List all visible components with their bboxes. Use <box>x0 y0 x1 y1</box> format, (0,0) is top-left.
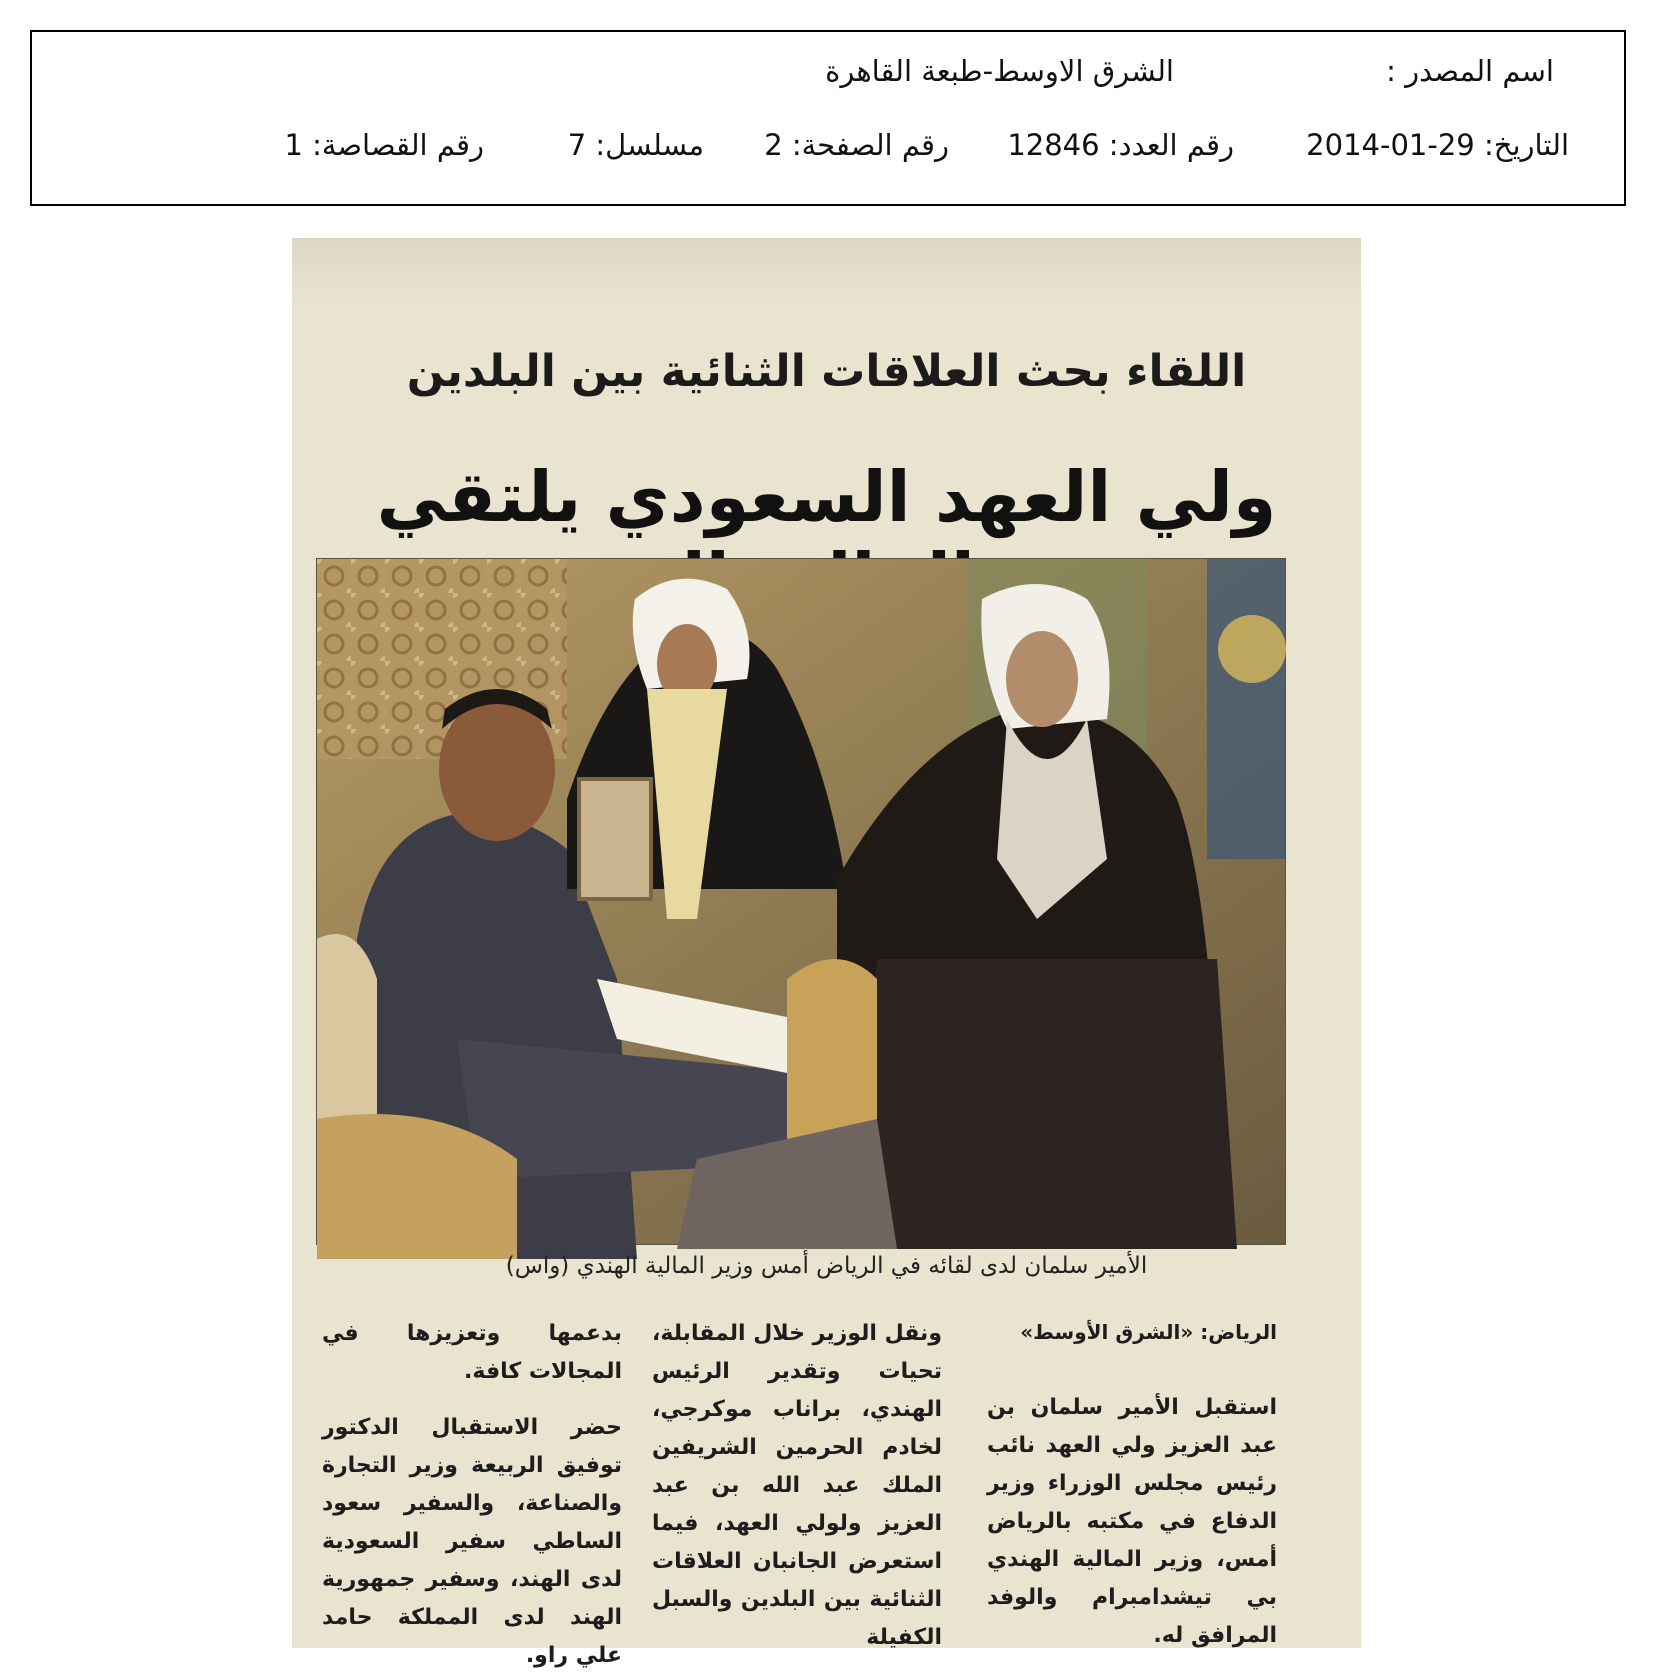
article-column-1 <box>987 1313 1277 1655</box>
source-label: اسم المصدر : <box>1386 54 1554 88</box>
page-number-field: رقم الصفحة: 2 <box>764 128 949 162</box>
article-headline: ولي العهد السعودي يلتقي <box>376 456 1277 538</box>
clipping-metadata-box <box>30 30 1626 206</box>
photo-caption: الأمير سلمان لدى لقائه في الرياض أمس وزير المالية الهندي (واس) <box>505 1253 1148 1279</box>
clip-number-field: رقم القصاصة: 1 <box>284 128 484 162</box>
article-column-2 <box>652 1315 942 1657</box>
source-value: الشرق الاوسط-طبعة القاهرة <box>825 54 1174 88</box>
column-3-text-2: حضر الاستقبال الدكتور توفيق الربيعة وزير التجارة والصناعة، والسفير سعود الساطي سفير السعودية لدى الهند، وسفير جمهورية الهند لدى المملكة حامد علي راو. <box>322 1415 622 1668</box>
date-field: التاريخ: 29-01-2014 <box>1306 128 1569 162</box>
serial-field: مسلسل: 7 <box>567 128 704 162</box>
column-1-text: استقبل الأمير سلمان بن عبد العزيز ولي العهد نائب رئيس مجلس الوزراء وزير الدفاع في مكتبه بالرياض أمس، وزير المالية الهندي بي تيشدامبرام والوفد المرافق له. <box>987 1395 1277 1648</box>
article-dateline: الرياض: «الشرق الأوسط» <box>1020 1320 1277 1344</box>
issue-number-field: رقم العدد: 12846 <box>1007 128 1234 162</box>
article-kicker: اللقاء بحث العلاقات الثنائية بين البلدين <box>406 346 1247 397</box>
column-2-text: ونقل الوزير خلال المقابلة، تحيات وتقدير الرئيس الهندي، براناب موكرجي، لخادم الحرمين الشريفين الملك عبد الله بن عبد العزيز ولولي العهد، فيما استعرض الجانبان العلاقات الثنائية بين البلدين والسبل الكفيلة <box>652 1321 942 1650</box>
newspaper-clipping <box>292 238 1361 1668</box>
article-photo <box>316 558 1286 1245</box>
column-3-text-1: بدعمها وتعزيزها في المجالات كافة. <box>322 1321 622 1384</box>
article-column-3 <box>322 1315 622 1675</box>
